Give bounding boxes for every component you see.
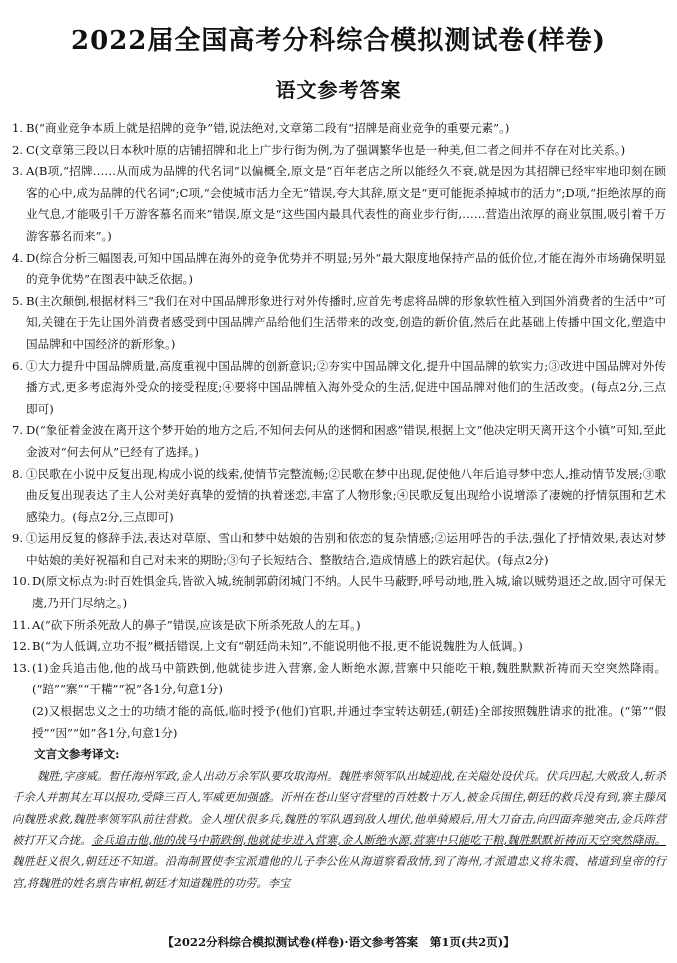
answer-number: 2. [12,142,24,157]
answer-13 [12,658,666,744]
answer-10 [12,571,666,614]
answer-13-part-1: (1)金兵追击他,他的战马中箭跌倒,他就徒步进入营寨,金人断绝水源,营寨中只能吃干粮,魏胜默默祈祷而天空突然降雨。(“踣”“寨”“干糒”“祝”各1分,句意1分) [32,660,666,697]
answer-6 [12,356,666,421]
page-footer: 【2022分科综合模拟测试卷(样卷)·语文参考答案 第1页(共2页)】 [162,935,515,949]
answer-text: ①民歌在小说中反复出现,构成小说的线索,使情节完整流畅;②民歌在梦中出现,促使他八年后追寻梦中恋人,推动情节发展;③歌曲反复出现表达了主人公对美好真挚的爱情的执着迷恋,丰富了人物形象;④民歌反复出现给小说增添了凄婉的抒情氛围和艺术感染力。(每点2分,三点即可) [26,466,666,524]
answer-text: D(“象征着金波在离开这个梦开始的地方之后,不知何去何从的迷惘和困惑”错误,根据上文“他决定明天离开这个小镇”可知,至此金波对“何去何从”已经有了选择。) [26,423,666,459]
answer-number: 3. [12,164,24,179]
answer-text: A(“砍下所杀死敌人的鼻子”错误,应该是砍下所杀死敌人的左耳。) [32,617,361,632]
answer-13-part-2: (2)又根据忠义之士的功绩才能的高低,临时授予(他们)官职,并通过李宝转达朝廷,(朝廷)全部按照魏胜请求的批准。(“第”“假授”“因”“如”各1分,句意1分) [32,704,666,740]
answer-text: A(B项,“招牌……从而成为品牌的代名词”以偏概全,原文是“百年老店之所以能经久不衰,就是因为其招牌已经牢牢地印刻在顾客的心中,成为品牌的代名词”;C项,“会使城市活力全无”错误,夸大其辞,原文是“更可能扼杀掉城市的活力”;D项,“拒绝浓厚的商业气息,才能吸引千万游客慕名而来”错误,原文是“这些国内最具代表性的商业步行街,……营造出浓厚的商业氛围,吸引着千万游客慕名而来”。) [26,164,666,243]
translation-text: 魏胜赶义很久,朝廷还不知道。沿海制置使李宝派遣他的儿子李公佐从海道察看敌情,到了海州,才派遣忠义将朱震、褚道到皇帝的行宫,将魏胜的姓名禀告审相,朝廷才知道魏胜的功劳。李宝 [12,855,666,890]
answer-text: B(“商业竞争本质上就是招牌的竞争”错,说法绝对,文章第二段有“招牌是商业竞争的重要元素”。) [26,121,510,135]
answer-number: 6. [12,358,24,373]
answer-number: 1. [12,121,24,135]
answer-4 [12,248,666,291]
translation-text: 魏胜,字彦威。暂任海州军政,金人出动万余军队要攻取海州。魏胜率领军队出城迎战,在关隘处设伏兵。伏兵四起,大败敌人,斩杀千余人并割其左耳以报功,受降三百人,军威更加强盛。沂州在苍山坚守营壁的百姓数十万人,被金兵围住,朝廷的救兵没有到,寨主滕凤向魏胜求救,魏胜率领军队前往营救。金人埋伏很多兵,魏胜的军队遇到敌人埋伏,他单骑殿后,用大刀奋击,向四面奔驰突击,金兵阵营被打开又合拢。 [12,769,666,848]
answer-9 [12,528,666,571]
page-title: 2022届全国高考分科综合模拟测试卷(样卷) [71,26,606,56]
translation-underlined-text: 金兵追击他,他的战马中箭跌倒,他就徒步进入营寨,金人断绝水源,营寨中只能吃干粮,魏胜默默祈祷而天空突然降雨。 [91,834,666,848]
answer-3 [12,161,666,247]
answer-text: B(“为人低调,立功不报”概括错误,上文有“朝廷尚未知”,不能说明他不报,更不能说魏胜为人低调。) [32,639,523,654]
answer-8 [12,464,666,529]
answer-text: D(原文标点为:时百姓惧金兵,皆欲入城,统制郭蔚闭城门不纳。人民牛马蔽野,呼号动地,胜入城,谕以贼势退还之故,固守可保无虞,乃开门尽纳之。) [32,574,666,611]
answer-text: ①运用反复的修辞手法,表达对草原、雪山和梦中姑娘的告别和依恋的复杂情感;②运用呼告的手法,强化了抒情效果,表达对梦中姑娘的美好祝福和自己对未来的期盼;③句子长短结合、整散结合,造成情感上的跌宕起伏。(每点2分) [26,531,666,567]
answers-body [12,118,666,894]
answer-number: 11. [12,617,31,632]
answer-number: 7. [12,423,24,438]
answer-number: 5. [12,293,24,308]
answer-12 [12,636,666,658]
answer-11 [12,615,666,637]
answer-number: 4. [12,250,24,265]
answer-number: 12. [12,639,31,654]
translation-heading: 文言文参考译文: [34,747,120,762]
answer-text: C(文章第三段以日本秋叶原的店铺招牌和北上广步行街为例,为了强调繁华也是一种美,但二者之间并不存在对比关系。) [26,142,626,157]
answer-1 [12,118,666,140]
translation-body [12,766,666,894]
answer-text: D(综合分析三幅图表,可知中国品牌在海外的竞争优势并不明显;另外“最大限度地保持产品的低价位,才能在海外市场确保明显的竞争优势”在图表中缺乏依据。) [26,250,666,287]
answer-number: 9. [12,531,24,546]
page-subtitle: 语文参考答案 [275,78,402,102]
answer-5 [12,291,666,356]
answer-number: 13. [12,660,31,675]
answer-text: ①大力提升中国品牌质量,高度重视中国品牌的创新意识;②夯实中国品牌文化,提升中国品牌的软实力;③改进中国品牌对外传播方式,更多考虑海外受众的接受程度;④要将中国品牌植入海外受众的生活,促进中国品牌对他们的生活改变。(每点2分,三点即可) [26,358,666,416]
answer-number: 10. [12,574,31,589]
answer-text: B(主次颠倒,根据材料三“我们在对中国品牌形象进行对外传播时,应首先考虑将品牌的形象软性植入到国外消费者的生活中”可知,关键在于先让国外消费者感受到中国品牌产品给他们生活带来的改变,创造的新价值,然后在此基础上传播中国文化,塑造中国品牌和中国经济的新形象。) [26,293,666,351]
answer-7 [12,420,666,463]
answer-2 [12,140,666,162]
answer-number: 8. [12,466,24,481]
